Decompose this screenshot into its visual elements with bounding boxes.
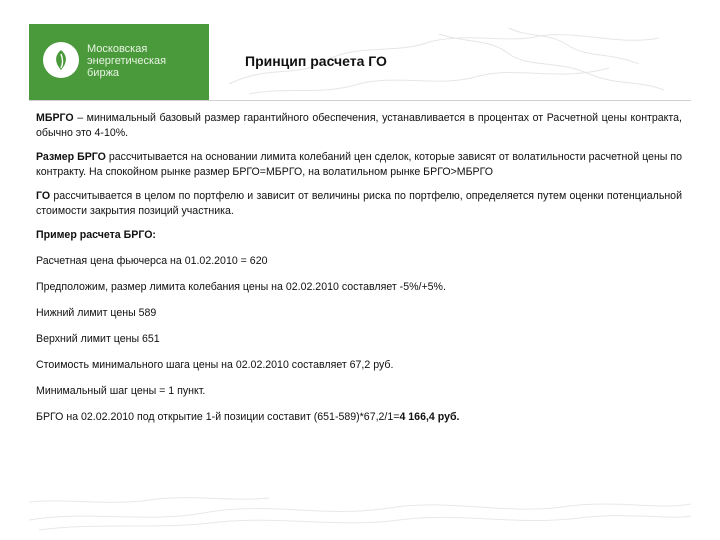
logo-banner [29,24,209,100]
footer-map-decoration [29,490,691,532]
term-brgo: Размер БРГО [36,151,106,163]
example-line: Стоимость минимального шага цены на 02.02.2010 составляет 67,2 руб. [36,359,394,371]
example-result [36,410,682,425]
leaf-icon [52,49,70,71]
paragraph-text: – минимальный базовый размер гарантийного обеспечения, устанавливается в процентах от Расчетной цены контракта, обычно это 4-10%. [36,112,682,139]
logo-emblem [43,42,79,78]
logo-text [87,43,166,79]
result-value: 4 166,4 руб. [399,411,460,423]
paragraph-text: рассчитывается на основании лимита колебаний цен сделок, которые зависят от волатильности расчетной цены по контракту. На спокойном рынке размер БРГО=МБРГО, на волатильном рынке БРГО>МБРГО [36,151,682,178]
example-title: Пример расчета БРГО: [36,229,156,241]
example-line: Верхний лимит цены 651 [36,333,160,345]
paragraph-go [36,189,682,219]
header-divider [29,100,691,101]
example-line: Расчетная цена фьючерса на 01.02.2010 = 620 [36,255,268,267]
example-line: Нижний лимит цены 589 [36,307,157,319]
logo-line-2: энергетическая [87,55,167,67]
logo-line-1: Московская [87,43,148,55]
page-title: Принцип расчета ГО [245,53,387,69]
paragraph-text: рассчитывается в целом по портфелю и зависит от величины риска по портфелю, определяется путем оценки потенциальной стоимости закрытия позиций участника. [36,190,682,217]
result-prefix: БРГО на 02.02.2010 под открытие 1-й позиции составит (651-589)*67,2/1= [36,411,400,423]
logo-line-3: биржа [87,67,120,79]
example-line: Минимальный шаг цены = 1 пункт. [36,385,206,397]
term-go: ГО [36,190,51,202]
term-mbrgo: МБРГО [36,112,74,124]
example-line: Предположим, размер лимита колебания цены на 02.02.2010 составляет -5%/+5%. [36,281,446,293]
paragraph-brgo [36,150,682,180]
content-body [36,111,682,436]
paragraph-mbrgo [36,111,682,141]
